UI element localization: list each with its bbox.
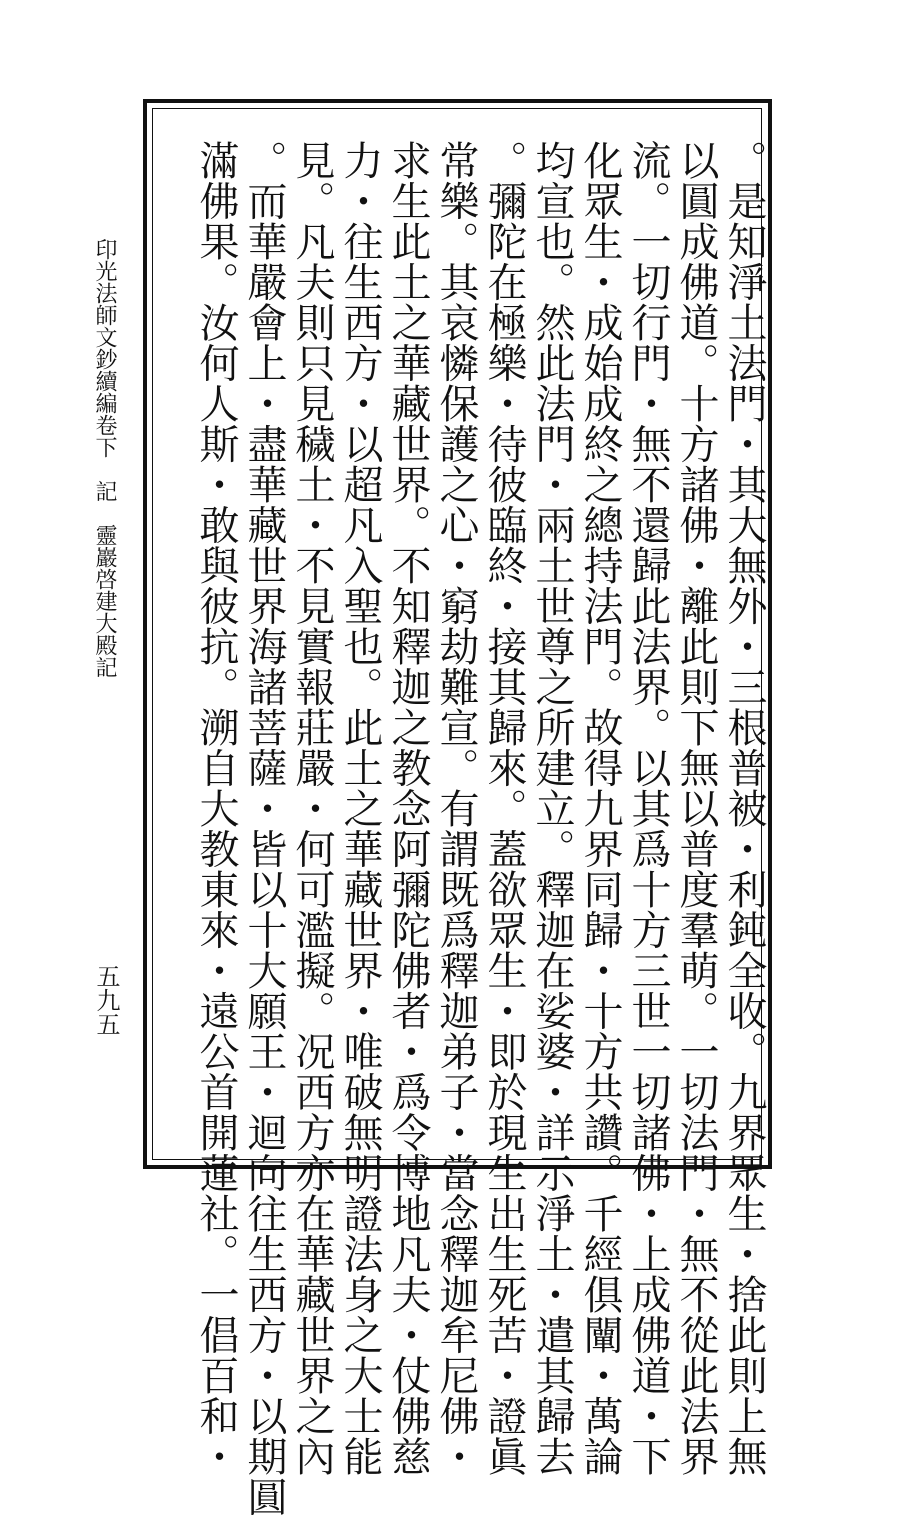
section-label: 記 (92, 480, 117, 502)
text-column-11: 。而華嚴會上・盡華藏世界海諸菩薩・皆以十大願王・迴向往生西方・以期圓 (241, 140, 287, 1517)
text-column-3: 流。一切行門・無不還歸此法界。以其爲十方三世一切諸佛・上成佛道・下 (625, 140, 671, 1477)
text-column-4: 化眾生・成始成終之總持法門。故得九界同歸・十方共讚。千經俱闡・萬論 (577, 140, 623, 1477)
text-column-5: 均宣也。然此法門・兩土世尊之所建立。釋迦在娑婆・詳示淨土・遣其歸去 (529, 140, 575, 1477)
text-column-10: 見。凡夫則只見穢土・不見實報莊嚴・何可濫擬。况西方亦在華藏世界之內 (289, 140, 335, 1477)
text-column-6: 。彌陀在極樂・待彼臨終・接其歸來。蓋欲眾生・即於現生出生死苦・證眞 (481, 140, 527, 1477)
text-column-1: 。是知淨土法門・其大無外・三根普被・利鈍全收。九界眾生・捨此則上無 (721, 140, 767, 1477)
article-title: 靈巖啓建大殿記 (92, 524, 117, 678)
text-column-12: 滿佛果。汝何人斯・敢與彼抗。溯自大教東來・遠公首開蓮社。一倡百和・ (193, 140, 239, 1477)
text-column-9: 力・往生西方・以超凡入聖也。此土之華藏世界・唯破無明證法身之大士能 (337, 140, 383, 1477)
book-title: 印光法師文鈔續編卷下 (92, 238, 117, 458)
text-column-2: 以圓成佛道。十方諸佛・離此則下無以普度羣萌。一切法門・無不從此法界 (673, 140, 719, 1477)
page-number: 五九五 (92, 964, 120, 1036)
text-column-7: 常樂。其哀憐保護之心・窮劫難宣。有謂既爲釋迦弟子・當念釋迦牟尼佛・ (433, 140, 479, 1477)
text-column-8: 求生此土之華藏世界。不知釋迦之教念阿彌陀佛者・爲令博地凡夫・仗佛慈 (385, 140, 431, 1477)
margin-running-header (90, 238, 118, 778)
